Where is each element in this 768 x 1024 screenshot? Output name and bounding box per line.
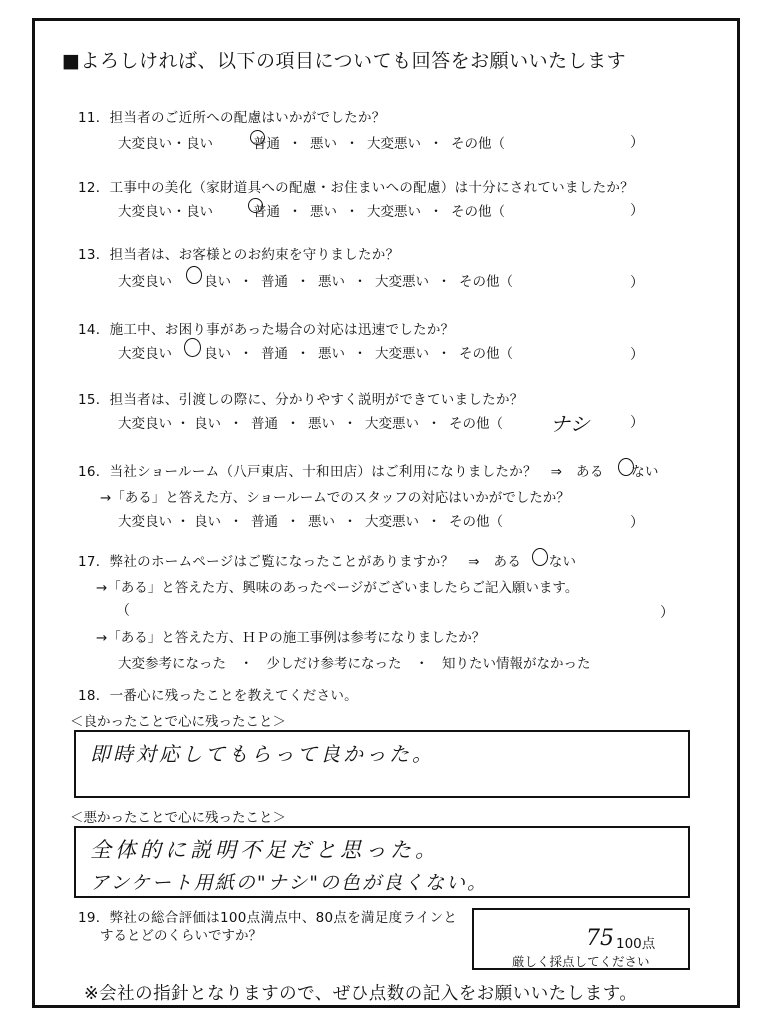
question-12: 12．工事中の美化（家財道具への配慮・お住まいへの配慮）は十分にされていましたか？ <box>78 180 634 196</box>
good-answer-text: 即時対応してもらって良かった。 <box>90 742 435 766</box>
option-other[interactable]: その他（ <box>449 416 503 432</box>
sep: ・ <box>427 416 441 432</box>
option-bad[interactable]: 悪い <box>318 274 345 290</box>
option-very-bad[interactable]: 大変悪い <box>365 514 419 530</box>
footer-note: ※会社の指針となりますので、ぜひ点数の記入をお願いいたします。 <box>84 984 638 1004</box>
option-other[interactable]: その他（ <box>449 514 503 530</box>
bad-answer-box[interactable] <box>74 826 690 898</box>
question-18: 18．一番心に残ったことを教えてください。 <box>78 688 358 704</box>
question-11: 11．担当者のご近所への配慮はいかがでしたか？ <box>78 110 386 126</box>
q17-paren-close: ） <box>660 605 674 621</box>
sep: ・ <box>429 136 443 152</box>
option-very-good[interactable]: 大変良い <box>118 346 172 362</box>
option-normal[interactable]: 普通 <box>261 274 288 290</box>
q16-followup: →「ある」と答えた方、ショールームでのスタッフの対応はいかがでしたか？ <box>100 490 570 506</box>
question-13: 13．担当者は、お客様とのお約束を守りましたか？ <box>78 247 400 263</box>
option-good[interactable]: 良い <box>194 416 221 432</box>
sep: ・ <box>286 514 300 530</box>
sep: ・ <box>296 346 310 362</box>
paren-close: ） <box>630 415 644 431</box>
q17-options: 大変参考になった ・ 少しだけ参考になった ・ 知りたい情報がなかった <box>118 656 591 672</box>
option-normal[interactable]: 普通 <box>251 514 278 530</box>
section-heading: ■よろしければ、以下の項目についても回答をお願いいたします <box>62 50 627 72</box>
options-15 <box>118 412 503 432</box>
answer-circle-11 <box>250 130 265 145</box>
option-other[interactable]: その他（ <box>459 274 513 290</box>
option-normal[interactable]: 普通 <box>253 204 280 220</box>
options-11 <box>118 132 505 152</box>
sep: ・ <box>172 204 186 220</box>
answer-circle-16 <box>618 458 634 476</box>
option-very-good[interactable]: 大変良い <box>118 274 172 290</box>
sep: ・ <box>437 346 451 362</box>
paren-close: ） <box>630 347 644 363</box>
option-normal[interactable]: 普通 <box>251 416 278 432</box>
question-19: 19．弊社の総合評価は100点満点中、80点を満足度ラインと <box>78 910 458 926</box>
sep: ・ <box>427 514 441 530</box>
paren-close: ） <box>630 515 644 531</box>
option-good[interactable]: 良い <box>204 346 231 362</box>
option-very-bad[interactable]: 大変悪い <box>375 346 429 362</box>
option-bad[interactable]: 悪い <box>310 136 337 152</box>
score-box[interactable] <box>472 908 690 970</box>
sep: ・ <box>176 416 190 432</box>
paren-close: ） <box>630 203 644 219</box>
sep: ・ <box>353 274 367 290</box>
option-good[interactable]: 良い <box>186 136 213 152</box>
q17-followup-1: →「ある」と答えた方、興味のあったページがございましたらご記入願います。 <box>96 580 579 596</box>
q17-paren-open: （ <box>116 603 130 619</box>
bad-answer-line-1: 全体的に説明不足だと思った。 <box>90 838 440 862</box>
option-bad[interactable]: 悪い <box>318 346 345 362</box>
options-14 <box>118 342 513 362</box>
question-17: 17．弊社のホームページはご覧になったことがありますか？ ⇒ ある ない <box>78 554 577 570</box>
question-16: 16．当社ショールーム（八戸東店、十和田店）はご利用になりましたか？ ⇒ ある ない <box>78 464 659 480</box>
good-answer-box[interactable] <box>74 730 690 798</box>
option-very-bad[interactable]: 大変悪い <box>375 274 429 290</box>
paren-close: ） <box>630 275 644 291</box>
bad-label: ＜悪かったことで心に残ったこと＞ <box>70 810 286 826</box>
score-max: 100点 <box>616 936 656 952</box>
sep: ・ <box>229 416 243 432</box>
score-note: 厳しく採点してください <box>512 954 650 969</box>
sep: ・ <box>288 204 302 220</box>
answer-circle-17 <box>532 548 548 566</box>
good-label: ＜良かったことで心に残ったこと＞ <box>70 714 286 730</box>
option-other[interactable]: その他（ <box>451 204 505 220</box>
option-very-bad[interactable]: 大変悪い <box>367 136 421 152</box>
option-very-good[interactable]: 大変良い <box>118 416 172 432</box>
sep: ・ <box>343 514 357 530</box>
option-normal[interactable]: 普通 <box>253 136 280 152</box>
option-normal[interactable]: 普通 <box>261 346 288 362</box>
sep: ・ <box>176 514 190 530</box>
sep: ・ <box>429 204 443 220</box>
option-very-bad[interactable]: 大変悪い <box>367 204 421 220</box>
question-14: 14．施工中、お困り事があった場合の対応は迅速でしたか？ <box>78 322 455 338</box>
option-very-good[interactable]: 大変良い <box>118 136 172 152</box>
sep: ・ <box>239 346 253 362</box>
option-other[interactable]: その他（ <box>459 346 513 362</box>
options-12 <box>118 200 505 220</box>
option-very-good[interactable]: 大変良い <box>118 514 172 530</box>
sep: ・ <box>296 274 310 290</box>
q15-other-answer: ナシ <box>550 412 590 436</box>
sep: ・ <box>239 274 253 290</box>
option-bad[interactable]: 悪い <box>310 204 337 220</box>
option-very-bad[interactable]: 大変悪い <box>365 416 419 432</box>
answer-circle-12 <box>248 198 263 213</box>
sep: ・ <box>345 204 359 220</box>
bad-answer-line-2: アンケート用紙の"ナシ"の色が良くない。 <box>90 872 488 894</box>
question-19-line-2: するとどのくらいですか？ <box>100 928 262 944</box>
sep: ・ <box>229 514 243 530</box>
option-bad[interactable]: 悪い <box>308 416 335 432</box>
paren-close: ） <box>630 135 644 151</box>
sep: ・ <box>343 416 357 432</box>
sep: ・ <box>345 136 359 152</box>
options-16 <box>118 510 503 530</box>
sep: ・ <box>172 136 186 152</box>
option-very-good[interactable]: 大変良い <box>118 204 172 220</box>
option-good[interactable]: 良い <box>194 514 221 530</box>
sep: ・ <box>437 274 451 290</box>
option-other[interactable]: その他（ <box>451 136 505 152</box>
sep: ・ <box>286 416 300 432</box>
score-value: 75 <box>586 926 614 951</box>
sep: ・ <box>353 346 367 362</box>
options-13 <box>118 270 513 290</box>
sep: ・ <box>288 136 302 152</box>
answer-circle-13 <box>186 266 202 284</box>
answer-circle-14 <box>184 338 201 357</box>
question-15: 15．担当者は、引渡しの際に、分かりやすく説明ができていましたか？ <box>78 392 524 408</box>
option-good[interactable]: 良い <box>186 204 213 220</box>
option-good[interactable]: 良い <box>204 274 231 290</box>
option-bad[interactable]: 悪い <box>308 514 335 530</box>
q17-followup-2: →「ある」と答えた方、ＨＰの施工事例は参考になりましたか？ <box>96 630 486 646</box>
